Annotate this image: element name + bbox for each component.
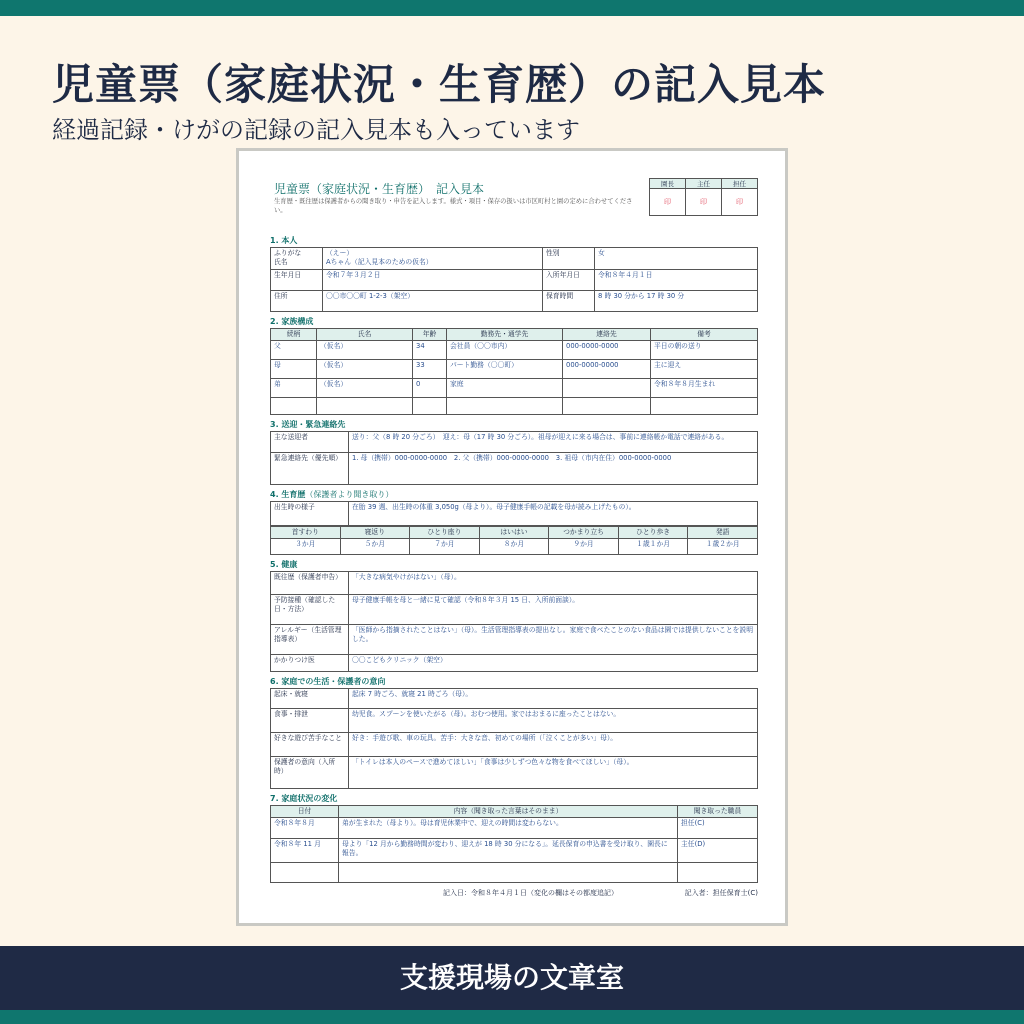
table-row: [271, 360, 758, 379]
stamp-header: 主任: [686, 179, 722, 189]
table-cell: （仮名）: [317, 341, 413, 360]
birth-value: 令和７年３月２日: [323, 270, 543, 291]
milestones-table: [270, 526, 758, 555]
table-cell: （仮名）: [317, 360, 413, 379]
table-cell: 担任(C): [678, 818, 758, 839]
birth-label: 生年月日: [271, 270, 323, 291]
table-cell: 34: [413, 341, 447, 360]
home-life-label: 食事・排泄: [271, 709, 349, 733]
page-subtitle: 経過記録・けがの記録の記入見本も入っています: [52, 116, 580, 144]
sex-label: 性別: [543, 248, 595, 270]
table-cell: 33: [413, 360, 447, 379]
table-row: [271, 398, 758, 415]
home-life-value: 起床 7 時ごろ、就寝 21 時ごろ（母）。: [349, 689, 758, 709]
home-life-label: 起床・就寝: [271, 689, 349, 709]
section-heading: [270, 489, 758, 500]
milestone-header: はいはい: [479, 527, 549, 539]
document-sheet: [236, 148, 788, 926]
table-row: [271, 379, 758, 398]
health-value: 母子健康手帳を母と一緒に見て確認（令和８年３月 15 日、入所前面談）。: [349, 595, 758, 625]
stamp-header: 担任: [722, 179, 758, 189]
table-cell: 家庭: [447, 379, 563, 398]
section-1-table: [270, 247, 758, 312]
milestone-age: ３か月: [271, 539, 341, 555]
birth-history-table: [270, 501, 758, 526]
footer-brand: 支援現場の文章室: [0, 946, 1024, 1010]
milestone-age: ９か月: [549, 539, 619, 555]
table-cell: [271, 863, 339, 883]
column-header: 年齢: [413, 329, 447, 341]
home-life-label: 好きな遊び苦手なこと: [271, 733, 349, 757]
home-life-value: 「トイレは本人のペースで進めてほしい」「食事は少しずつ色々な物を食べてほしい」（母）。: [349, 757, 758, 789]
sex-value: 女: [595, 248, 758, 270]
column-header: 聞き取った職員: [678, 806, 758, 818]
address-value: 〇〇市〇〇町 1-2-3（架空）: [323, 291, 543, 312]
hours-label: 保育時間: [543, 291, 595, 312]
top-accent-bar: [0, 0, 1024, 16]
home-life-value: 好き：手遊び歌、車の玩具。苦手：大きな音、初めての場所（「泣くことが多い」母）。: [349, 733, 758, 757]
pickup-table: [270, 431, 758, 485]
table-cell: 0: [413, 379, 447, 398]
hours-value: 8 時 30 分から 17 時 30 分: [595, 291, 758, 312]
health-label: 予防接種（確認した日・方法）: [271, 595, 349, 625]
changes-table: [270, 805, 758, 883]
stamp-mark: 印: [650, 189, 686, 216]
section-heading: 5. 健康: [270, 560, 298, 569]
home-life-label: 保護者の意向（入所時）: [271, 757, 349, 789]
table-cell: 父: [271, 341, 317, 360]
table-row: [271, 839, 758, 863]
milestone-age: １歳１か月: [618, 539, 688, 555]
address-label: 住所: [271, 291, 323, 312]
milestone-header: 首すわり: [271, 527, 341, 539]
table-cell: 弟が生まれた（母より）。母は育児休業中で、迎えの時間は変わらない。: [339, 818, 678, 839]
table-cell: 令和８年８月: [271, 818, 339, 839]
table-cell: 000-0000-0000: [563, 341, 651, 360]
page-title: 児童票（家庭状況・生育歴）の記入見本: [52, 60, 827, 109]
health-value: 〇〇こどもクリニック（架空）: [349, 655, 758, 672]
entry-value: 令和８年４月１日: [595, 270, 758, 291]
entry-label: 入所年月日: [543, 270, 595, 291]
health-label: 既往歴（保護者申告）: [271, 572, 349, 595]
pickup-value: 送り：父（8 時 20 分ごろ） 迎え：母（17 時 30 分ごろ）。祖母が迎えに来る場合は、事前に連絡帳か電話で連絡がある。: [349, 432, 758, 453]
milestone-header: 発語: [688, 527, 758, 539]
table-cell: 会社員（〇〇市内）: [447, 341, 563, 360]
emergency-label: 緊急連絡先（優先順）: [271, 453, 349, 485]
table-row: [271, 341, 758, 360]
bottom-accent-bar: [0, 1010, 1024, 1024]
health-label: かかりつけ医: [271, 655, 349, 672]
table-cell: 母より「12 月から勤務時間が変わり、迎えが 18 時 30 分になる」。延長保育の申込書を受け取り、園長に報告。: [339, 839, 678, 863]
milestone-age: ５か月: [340, 539, 410, 555]
name-label: 氏名: [274, 258, 288, 266]
table-cell: [563, 398, 651, 415]
column-header: 備考: [651, 329, 758, 341]
home-life-table: [270, 688, 758, 789]
name-value: Aちゃん（記入見本のための仮名）: [326, 258, 433, 266]
table-row: [271, 863, 758, 883]
section-heading: 7. 家庭状況の変化: [270, 794, 338, 803]
table-cell: 平日の朝の送り: [651, 341, 758, 360]
column-header: 氏名: [317, 329, 413, 341]
table-cell: 000-0000-0000: [563, 360, 651, 379]
emergency-value: 1. 母（携帯）000-0000-0000 2. 父（携帯）000-0000-0000 3. 祖母（市内在住）000-0000-0000: [349, 453, 758, 485]
stamp-mark: 印: [722, 189, 758, 216]
birth-condition-label: 出生時の様子: [271, 502, 349, 526]
section-heading: 3. 送迎・緊急連絡先: [270, 420, 346, 429]
recorder: 記入者：担任保育士(C): [684, 889, 758, 897]
section-4-note: （保護者より聞き取り）: [305, 490, 394, 499]
family-table: [270, 328, 758, 415]
health-value: 「大きな病気やけがはない」（母）。: [349, 572, 758, 595]
milestone-header: ひとり歩き: [618, 527, 688, 539]
name-cell: [323, 248, 543, 270]
table-cell: パート勤務（〇〇町）: [447, 360, 563, 379]
milestone-header: 寝返り: [340, 527, 410, 539]
section-4-title: 4. 生育歴: [270, 490, 306, 499]
milestone-header: ひとり座り: [410, 527, 480, 539]
column-header: 連絡先: [563, 329, 651, 341]
table-row: [271, 818, 758, 839]
table-cell: 弟: [271, 379, 317, 398]
table-cell: [563, 379, 651, 398]
table-cell: （仮名）: [317, 379, 413, 398]
form-title: 児童票（家庭状況・生育歴） 記入見本: [274, 182, 485, 196]
table-cell: [678, 863, 758, 883]
milestone-age: １歳２か月: [688, 539, 758, 555]
milestone-header: つかまり立ち: [549, 527, 619, 539]
table-cell: 母: [271, 360, 317, 379]
column-header: 日付: [271, 806, 339, 818]
table-cell: 令和８年８月生まれ: [651, 379, 758, 398]
health-table: [270, 571, 758, 672]
section-heading: 6. 家庭での生活・保護者の意向: [270, 677, 386, 686]
table-cell: [339, 863, 678, 883]
furigana-label: ふりがな: [274, 249, 302, 257]
home-life-value: 幼児食。スプーンを使いたがる（母）。おむつ使用。家ではおまるに座ったことはない。: [349, 709, 758, 733]
table-cell: [271, 398, 317, 415]
furigana-value: （えー）: [326, 249, 354, 257]
table-cell: [413, 398, 447, 415]
table-cell: 主に迎え: [651, 360, 758, 379]
health-label: アレルギー（生活管理指導表）: [271, 625, 349, 655]
form-note: 生育歴・既往歴は保護者からの聞き取り・申告を記入します。様式・項目・保存の扱いは市区町村と園の定めに合わせてください。: [274, 198, 633, 214]
stamp-mark: 印: [686, 189, 722, 216]
milestone-age: ７か月: [410, 539, 480, 555]
section-heading: 2. 家族構成: [270, 317, 314, 326]
table-cell: [651, 398, 758, 415]
stamp-header: 園長: [650, 179, 686, 189]
name-label-cell: [271, 248, 323, 270]
table-cell: 主任(D): [678, 839, 758, 863]
approval-stamps: [649, 178, 758, 216]
table-cell: 令和８年 11 月: [271, 839, 339, 863]
milestone-age: ８か月: [479, 539, 549, 555]
birth-condition-value: 在胎 39 週、出生時の体重 3,050g（母より）。母子健康手帳の記載を母が読み上げたもの）。: [349, 502, 758, 526]
health-value: 「医師から指摘されたことはない」（母）。生活管理指導表の提出なし。家庭で食べたことのない食品は園では提供しないことを説明した。: [349, 625, 758, 655]
table-cell: [317, 398, 413, 415]
table-cell: [447, 398, 563, 415]
pickup-label: 主な送迎者: [271, 432, 349, 453]
column-header: 内容（聞き取った言葉はそのまま）: [339, 806, 678, 818]
child-record-form: [270, 175, 758, 901]
record-date: 記入日：令和８年４月１日（変化の欄はその都度追記）: [443, 889, 618, 897]
column-header: 勤務先・通学先: [447, 329, 563, 341]
column-header: 続柄: [271, 329, 317, 341]
section-heading: 1. 本人: [270, 236, 298, 245]
